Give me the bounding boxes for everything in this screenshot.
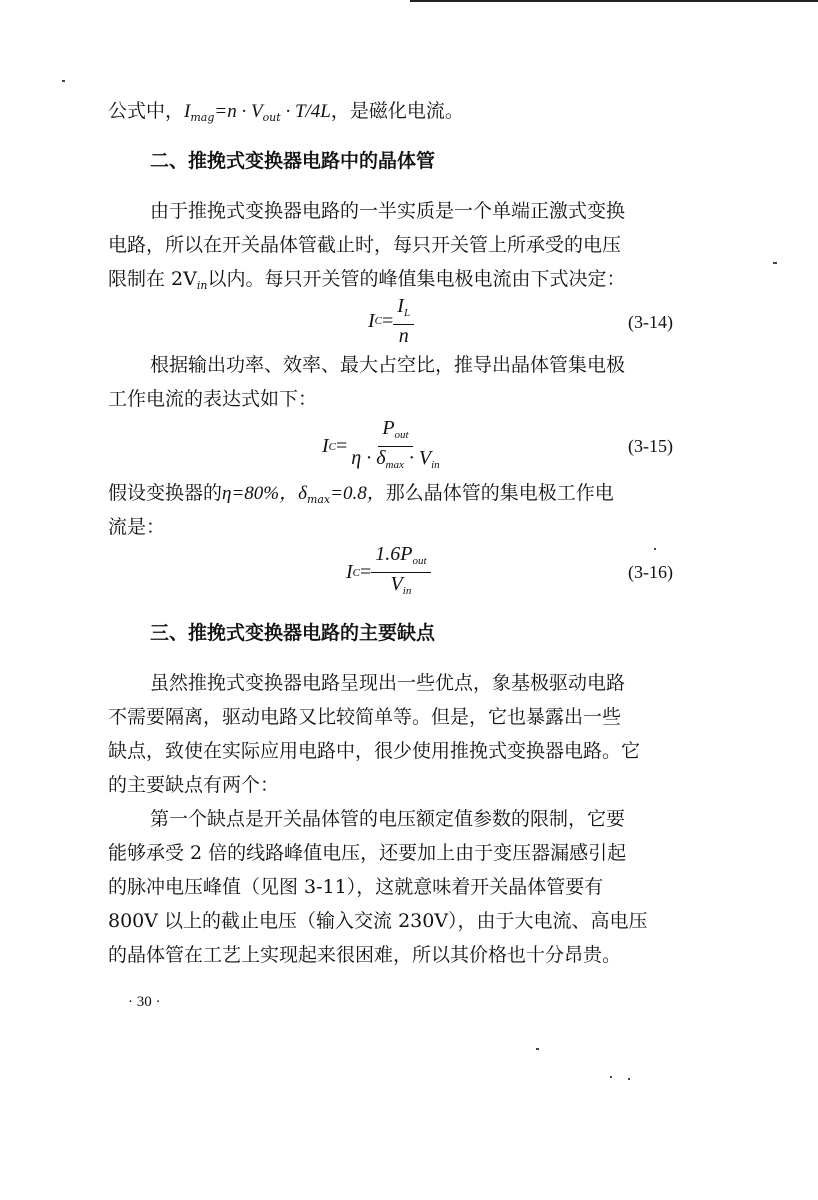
assume-line-1 [108,482,614,511]
scan-speck [610,1076,612,1078]
section3-p2-line-2: 能够承受 2 倍的线路峰值电压，还要加上由于变压器漏感引起 [108,842,627,864]
section2-line3-prefix: 限制在 2V [108,268,197,290]
intro-sub-mag: mag [190,111,215,124]
intro-suffix: ，是磁化电流。 [330,100,464,122]
section2-line-3 [108,268,625,297]
section3-p2-line-4: 800V 以上的截止电压（输入交流 230V），由于大电流、高电压 [108,910,648,932]
power-line-2: 工作电流的表达式如下： [108,388,318,410]
assume-mid: =0.8， [330,483,386,504]
eq15-lhs: I [322,435,329,457]
intro-eq-part1: =n · V [214,101,263,122]
intro-var-i: I [184,101,191,122]
scan-top-border [410,0,818,2]
equation-3-16 [346,544,431,601]
assume-line-2: 流是： [108,516,166,538]
eq15-numerator-sub: out [394,429,409,441]
assume-prefix: 假设变换器的 [108,482,223,504]
intro-prefix: 公式中， [108,100,185,122]
assume-sub-max: max [306,493,331,506]
eq15-fraction [347,418,443,475]
equation-3-14 [368,296,414,346]
eq15-lhs-sub: C [328,440,337,453]
eq16-lhs-sub: C [352,566,361,579]
eq16-numerator-sub: out [412,555,427,567]
intro-sub-out: out [262,111,281,124]
section3-p2-line-5: 的晶体管在工艺上实现起来很困难，所以其价格也十分昂贵。 [108,944,622,966]
section3-p1-line-4: 的主要缺点有两个： [108,774,280,796]
intro-line [108,100,464,129]
eq16-fraction [371,544,430,601]
eq16-denominator: V [390,573,403,595]
eq14-equals: = [382,309,394,332]
eq14-number: (3-14) [628,312,673,332]
power-line-1: 根据输出功率、效率、最大占空比，推导出晶体管集电极 [150,354,626,376]
section3-p2-line-1: 第一个缺点是开关晶体管的电压额定值参数的限制，它要 [150,808,626,830]
section2-title: 二、推挽式变换器电路中的晶体管 [150,150,436,172]
intro-eq-part2: · T/4L [280,101,331,122]
section3-p2-line-3: 的脉冲电压峰值（见图 3-11），这就意味着开关晶体管要有 [108,876,604,898]
eq14-denominator: n [398,325,409,347]
section2-line-2: 电路，所以在开关晶体管截止时，每只开关管上所承受的电压 [108,234,622,256]
eq14-lhs: I [368,309,375,332]
scan-speck [654,548,656,550]
assume-suffix: 那么晶体管的集电极工作电 [385,482,614,504]
eq16-equals: = [360,561,372,583]
eq16-number: (3-16) [628,562,673,582]
eq14-numerator: I [397,295,404,317]
eq15-numerator: P [382,417,395,439]
scan-speck [628,1078,630,1080]
eq14-numerator-sub: L [403,307,411,319]
section3-p1-line-3: 缺点，致使在实际应用电路中，很少使用推挽式变换器电路。它 [108,740,641,762]
eq16-numerator: 1.6P [375,543,413,565]
eq15-denominator-sub1: max [385,459,404,471]
equation-3-15 [322,418,444,475]
eq14-fraction [393,296,414,346]
eq15-denominator-sub2: in [431,459,440,471]
eq16-lhs: I [346,561,353,583]
eq15-denominator-part2: · V [403,447,432,469]
section3-title: 三、推挽式变换器电路的主要缺点 [150,622,436,644]
scan-speck [62,80,65,82]
eq15-equals: = [336,435,348,457]
section3-p1-line-2: 不需要隔离，驱动电路又比较简单等。但是，它也暴露出一些 [108,706,622,728]
section3-p1-line-1: 虽然推挽式变换器电路呈现出一些优点，象基极驱动电路 [150,672,626,694]
scan-speck [773,262,777,264]
eq15-number: (3-15) [628,436,673,456]
assume-eta: η=80%，δ [222,483,307,504]
section2-line3-sub: in [196,279,208,292]
eq14-lhs-sub: C [374,315,383,327]
eq16-denominator-sub: in [402,585,412,597]
section2-line-1: 由于推挽式变换器电路的一半实质是一个单端正激式变换 [150,200,626,222]
eq15-denominator-part1: η · δ [351,447,386,469]
scan-speck [536,1048,539,1050]
section2-line3-suffix: 以内。每只开关管的峰值集电极电流由下式决定： [207,268,626,290]
page-number: · 30 · [128,994,161,1010]
